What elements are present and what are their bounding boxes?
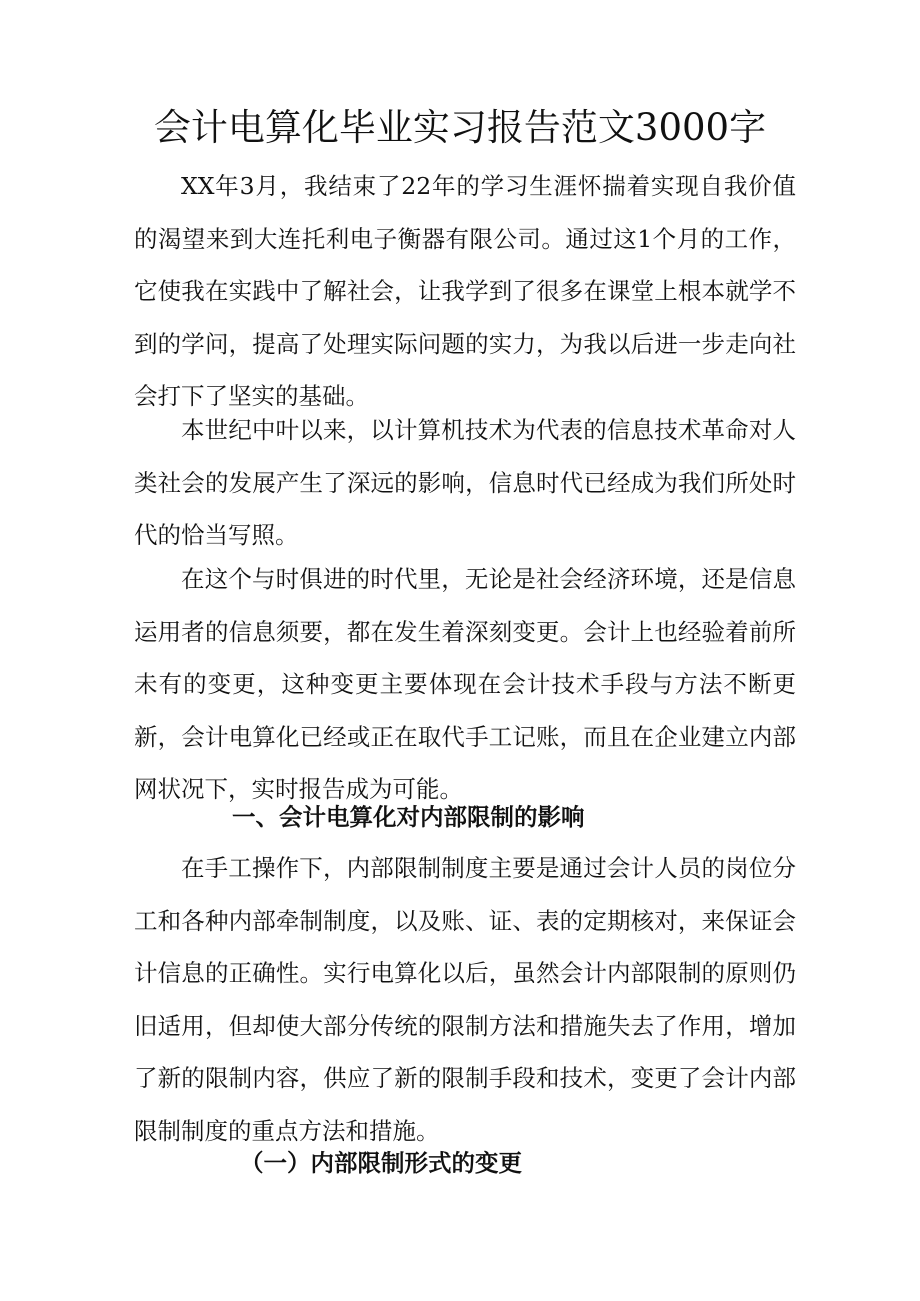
paragraph-internal-control: 在手工操作下，内部限制制度主要是通过会计人员的岗位分工和各种内部牵制制度，以及账、证、表的定期核对，来保证会计信息的正确性。实行电算化以后，虽然会计内部限制的原则仍旧适用，但却使大部分传统的限制方法和措施失去了作用，增加了新的限制内容，供应了新的限制手段和技术，变更了会计内部限制制度的重点方法和措施。 xyxy=(134,854,796,1145)
paragraph-accounting-change: 在这个与时俱进的时代里，无论是社会经济环境，还是信息运用者的信息须要，都在发生着深刻变更。会计上也经验着前所未有的变更，这种变更主要体现在会计技术手段与方法不断更新，会计电算化已经或正在取代手工记账，而且在企业建立内部网状况下，实时报告成为可能。 xyxy=(134,565,796,803)
paragraph-intro: XX年3月，我结束了22年的学习生涯怀揣着实现自我价值的渴望来到大连托利电子衡器有限公司。通过这1个月的工作，它使我在实践中了解社会，让我学到了很多在课堂上根本就学不到的学问，提高了处理实际问题的实力，为我以后进一步走向社会打下了坚实的基础。 xyxy=(134,172,796,410)
subsection-heading-1: （一）内部限制形式的变更 xyxy=(240,1149,522,1177)
paragraph-information-age: 本世纪中叶以来，以计算机技术为代表的信息技术革命对人类社会的发展产生了深远的影响，信息时代已经成为我们所处时代的恰当写照。 xyxy=(134,416,796,549)
section-heading-1: 一、会计电算化对内部限制的影响 xyxy=(232,803,585,831)
document-title: 会计电算化毕业实习报告范文3000字 xyxy=(153,106,767,149)
